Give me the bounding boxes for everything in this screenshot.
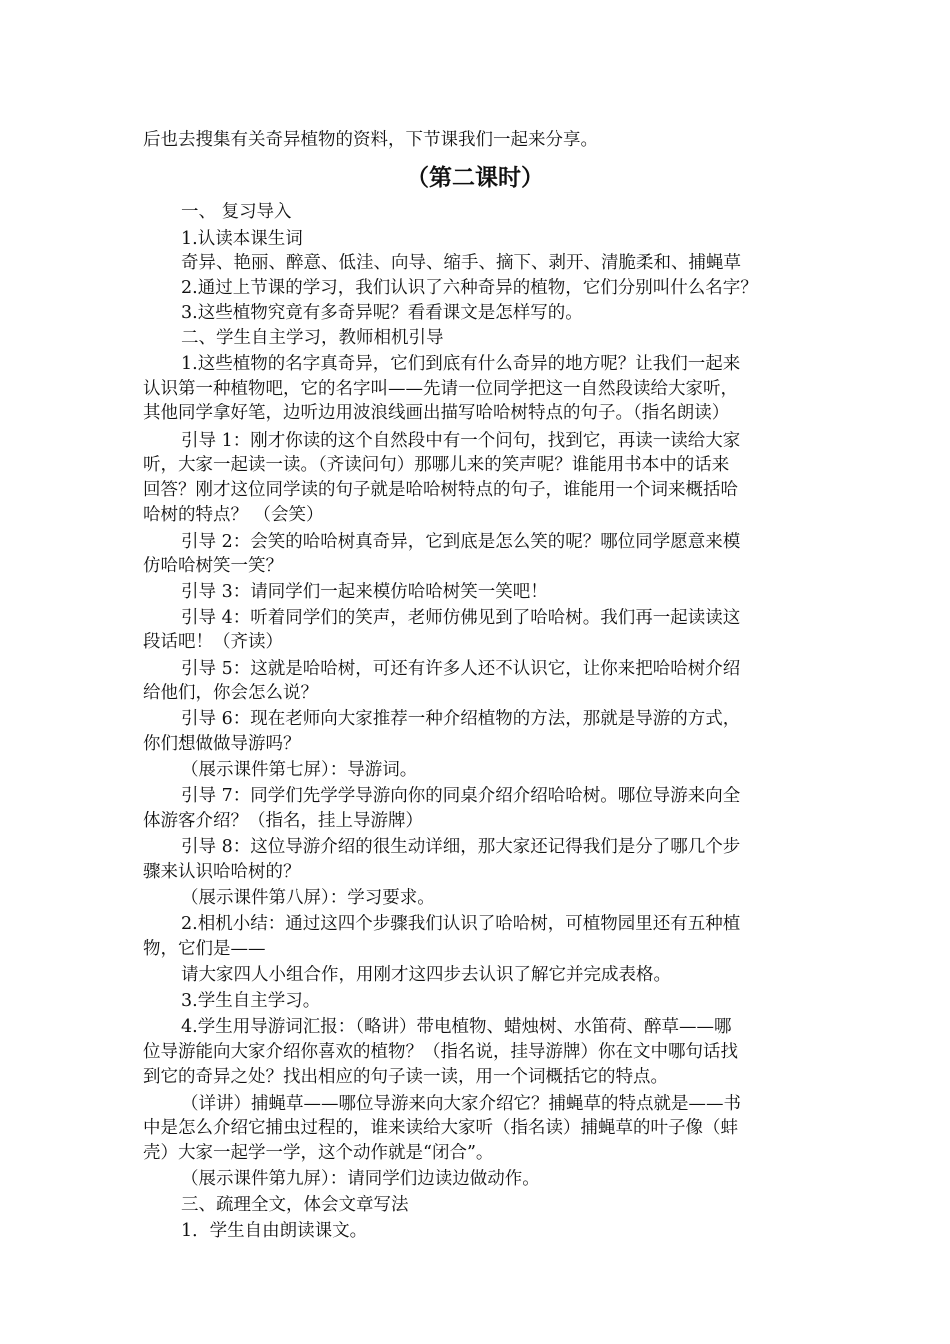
- body-line: 引导 4：听着同学们的笑声，老师仿佛见到了哈哈树。我们再一起读读这: [181, 608, 741, 628]
- body-line: 二、学生自主学习，教师相机引导: [181, 328, 444, 348]
- body-line: 三、疏理全文，体会文章写法: [181, 1195, 409, 1215]
- body-line: 奇异、艳丽、醉意、低洼、向导、缩手、摘下、剥开、清脆柔和、捕蝇草: [181, 253, 741, 273]
- body-line: 1.这些植物的名字真奇异，它们到底有什么奇异的地方呢？让我们一起来: [181, 354, 741, 374]
- body-line: 段话吧！（齐读）: [143, 632, 283, 652]
- body-line: （展示课件第七屏）：导游词。: [181, 760, 418, 780]
- body-line: 哈树的特点？ （会笑）: [143, 505, 324, 525]
- body-line: 3.学生自主学习。: [181, 991, 321, 1011]
- body-line: 2.通过上节课的学习，我们认识了六种奇异的植物，它们分别叫什么名字？: [181, 278, 758, 298]
- text-line: 后也去搜集有关奇异植物的资料，下节课我们一起来分享。: [143, 130, 598, 150]
- body-line: 中是怎么介绍它捕虫过程的，谁来读给大家听（指名读）捕蝇草的叶子像（蚌: [143, 1118, 738, 1138]
- body-line: 你们想做做导游吗？: [143, 734, 301, 754]
- body-line: 引导 3：请同学们一起来模仿哈哈树笑一笑吧！: [181, 582, 548, 602]
- body-line: 引导 8：这位导游介绍的很生动详细，那大家还记得我们是分了哪几个步: [181, 837, 741, 857]
- body-line: 引导 2：会笑的哈哈树真奇异，它到底是怎么笑的呢？哪位同学愿意来模: [181, 532, 741, 552]
- body-line: 听，大家一起读一读。（齐读问句）那哪儿来的笑声呢？谁能用书本中的话来: [143, 455, 730, 475]
- body-line: 1.认读本课生词: [181, 229, 303, 249]
- body-line: 认识第一种植物吧，它的名字叫——先请一位同学把这一自然段读给大家听，: [143, 379, 738, 399]
- body-line: 引导 7：同学们先学学导游向你的同桌介绍介绍哈哈树。哪位导游来向全: [181, 786, 741, 806]
- body-line: 4.学生用导游词汇报：（略讲）带电植物、蜡烛树、水笛荷、醉草——哪: [181, 1017, 732, 1037]
- body-line: 到它的奇异之处？找出相应的句子读一读，用一个词概括它的特点。: [143, 1067, 668, 1087]
- body-line: 请大家四人小组合作，用刚才这四步去认识了解它并完成表格。: [181, 965, 671, 985]
- body-line: 物，它们是——: [143, 939, 266, 959]
- body-line: 体游客介绍？（指名，挂上导游牌）: [143, 811, 423, 831]
- body-line: 给他们，你会怎么说？: [143, 683, 318, 703]
- body-line: 2.相机小结：通过这四个步骤我们认识了哈哈树，可植物园里还有五种植: [181, 914, 741, 934]
- body-line: （展示课件第九屏）：请同学们边读边做动作。: [181, 1169, 540, 1189]
- body-line: （展示课件第八屏）：学习要求。: [181, 888, 435, 908]
- body-line: 骤来认识哈哈树的？: [143, 862, 301, 882]
- body-line: 壳）大家一起学一学，这个动作就是“闭合”。: [143, 1143, 494, 1163]
- body-line: （详讲）捕蝇草——哪位导游来向大家介绍它？捕蝇草的特点就是——书: [181, 1094, 741, 1114]
- body-line: 1．学生自由朗读课文。: [181, 1221, 368, 1241]
- body-line: 其他同学拿好笔，边听边用波浪线画出描写哈哈树特点的句子。（指名朗读）: [143, 403, 730, 423]
- body-line: 引导 1：刚才你读的这个自然段中有一个问句，找到它，再读一读给大家: [181, 431, 741, 451]
- body-line: 一、 复习导入: [181, 202, 292, 222]
- body-line: 仿哈哈树笑一笑？: [143, 556, 283, 576]
- body-line: 位导游能向大家介绍你喜欢的植物？（指名说，挂导游牌）你在文中哪句话找: [143, 1042, 738, 1062]
- body-line: 回答？刚才这位同学读的句子就是哈哈树特点的句子，谁能用一个词来概括哈: [143, 480, 738, 500]
- section-title: （第二课时）: [406, 165, 544, 191]
- body-line: 3.这些植物究竟有多奇异呢？看看课文是怎样写的。: [181, 303, 583, 323]
- body-line: 引导 5：这就是哈哈树，可还有许多人还不认识它，让你来把哈哈树介绍: [181, 659, 741, 679]
- body-line: 引导 6：现在老师向大家推荐一种介绍植物的方法，那就是导游的方式，: [181, 709, 741, 729]
